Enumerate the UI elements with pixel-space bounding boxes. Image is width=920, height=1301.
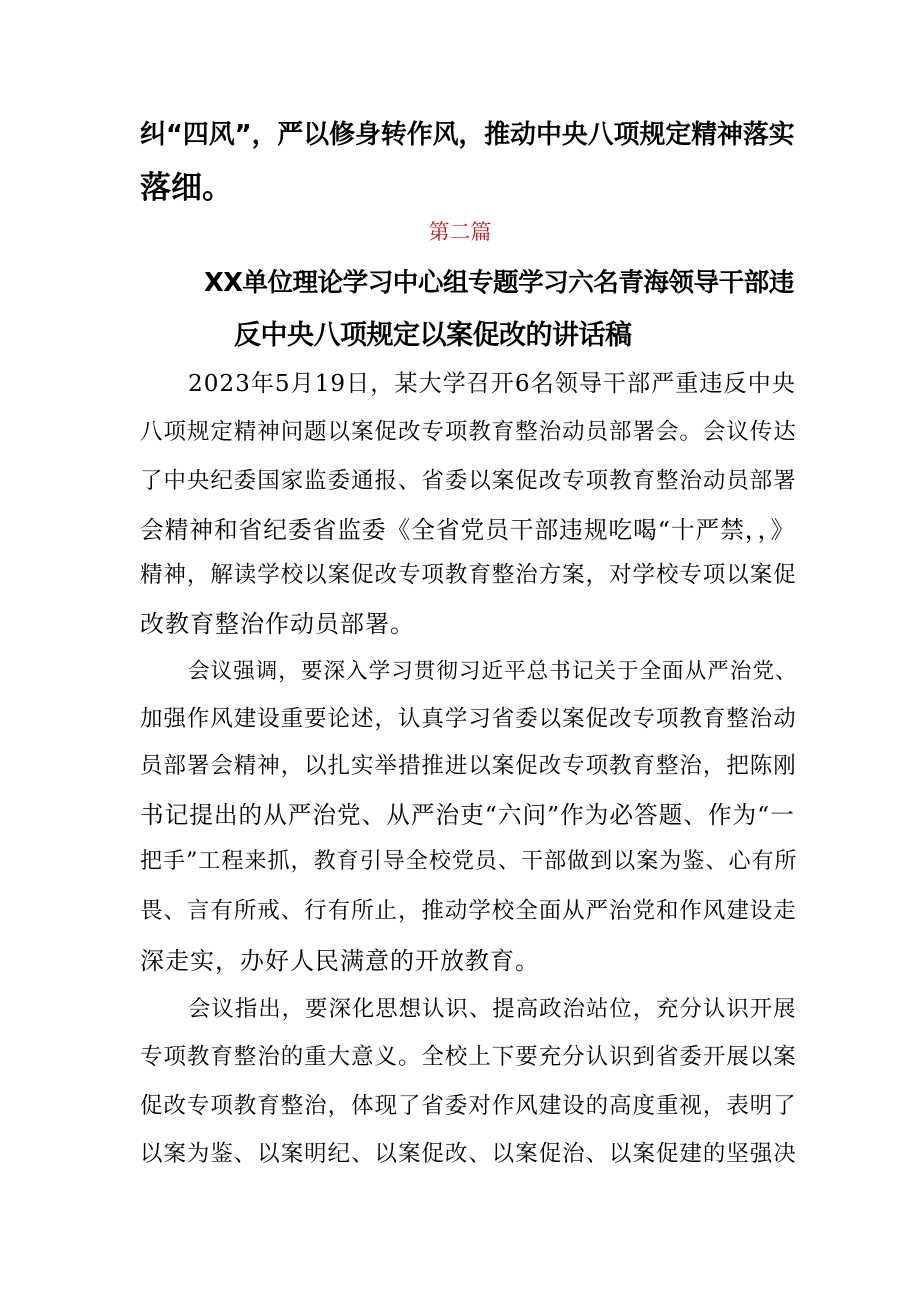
paragraph-line: 员部署会精神，以扎实举措推进以案促改专项教育整治，把陈刚	[140, 753, 797, 779]
paragraph-line: 会议强调，要深入学习贯彻习近平总书记关于全面从严治党、	[188, 659, 798, 684]
paragraph-line: 2023年5月19日，某大学召开6名领导干部严重违反中央	[188, 371, 796, 397]
document-title-line: XX单位理论学习中心组专题学习六名青海领导干部违	[204, 268, 794, 298]
section-label: 第二篇	[428, 220, 492, 244]
paragraph-line: 改教育整治作动员部署。	[140, 610, 415, 638]
continuation-line: 落细。	[140, 170, 233, 206]
paragraph-line: 畏、言有所戒、行有所止，推动学校全面从严治党和作风建设走	[140, 898, 797, 924]
paragraph-line: 深走实，办好人民满意的开放教育。	[140, 947, 540, 975]
paragraph-line: 了中央纪委国家监委通报、省委以案促改专项教育整治动员部署	[140, 468, 797, 494]
document-title-line: 反中央八项规定以案促改的讲话稿	[234, 320, 632, 351]
paragraph-line: 精神，解读学校以案促改专项教育整治方案，对学校专项以案促	[140, 562, 797, 588]
paragraph-line: 把手”工程来抓，教育引导全校党员、干部做到以案为鉴、心有所	[140, 849, 798, 874]
paragraph-line: 会精神和省纪委省监委《全省党员干部违规吃喝“十严禁，，》	[140, 516, 796, 544]
paragraph-line: 专项教育整治的重大意义。全校上下要充分认识到省委开展以案	[140, 1044, 797, 1070]
paragraph-line: 会议指出，要深化思想认识、提高政治站位，充分认识开展	[188, 996, 797, 1022]
paragraph-line: 八项规定精神问题以案促改专项教育整治动员部署会。会议传达	[140, 419, 797, 445]
continuation-line: 纠“四风”，严以修身转作风，推动中央八项规定精神落实	[140, 120, 795, 150]
paragraph-line: 书记提出的从严治党、从严治吏“六问”作为必答题、作为“一	[140, 801, 795, 829]
paragraph-line: 以案为鉴、以案明纪、以案促改、以案促治、以案促建的坚强决	[140, 1141, 797, 1167]
paragraph-line: 促改专项教育整治，体现了省委对作风建设的高度重视，表明了	[140, 1093, 797, 1119]
paragraph-line: 加强作风建设重要论述，认真学习省委以案促改专项教育整治动	[140, 706, 797, 732]
